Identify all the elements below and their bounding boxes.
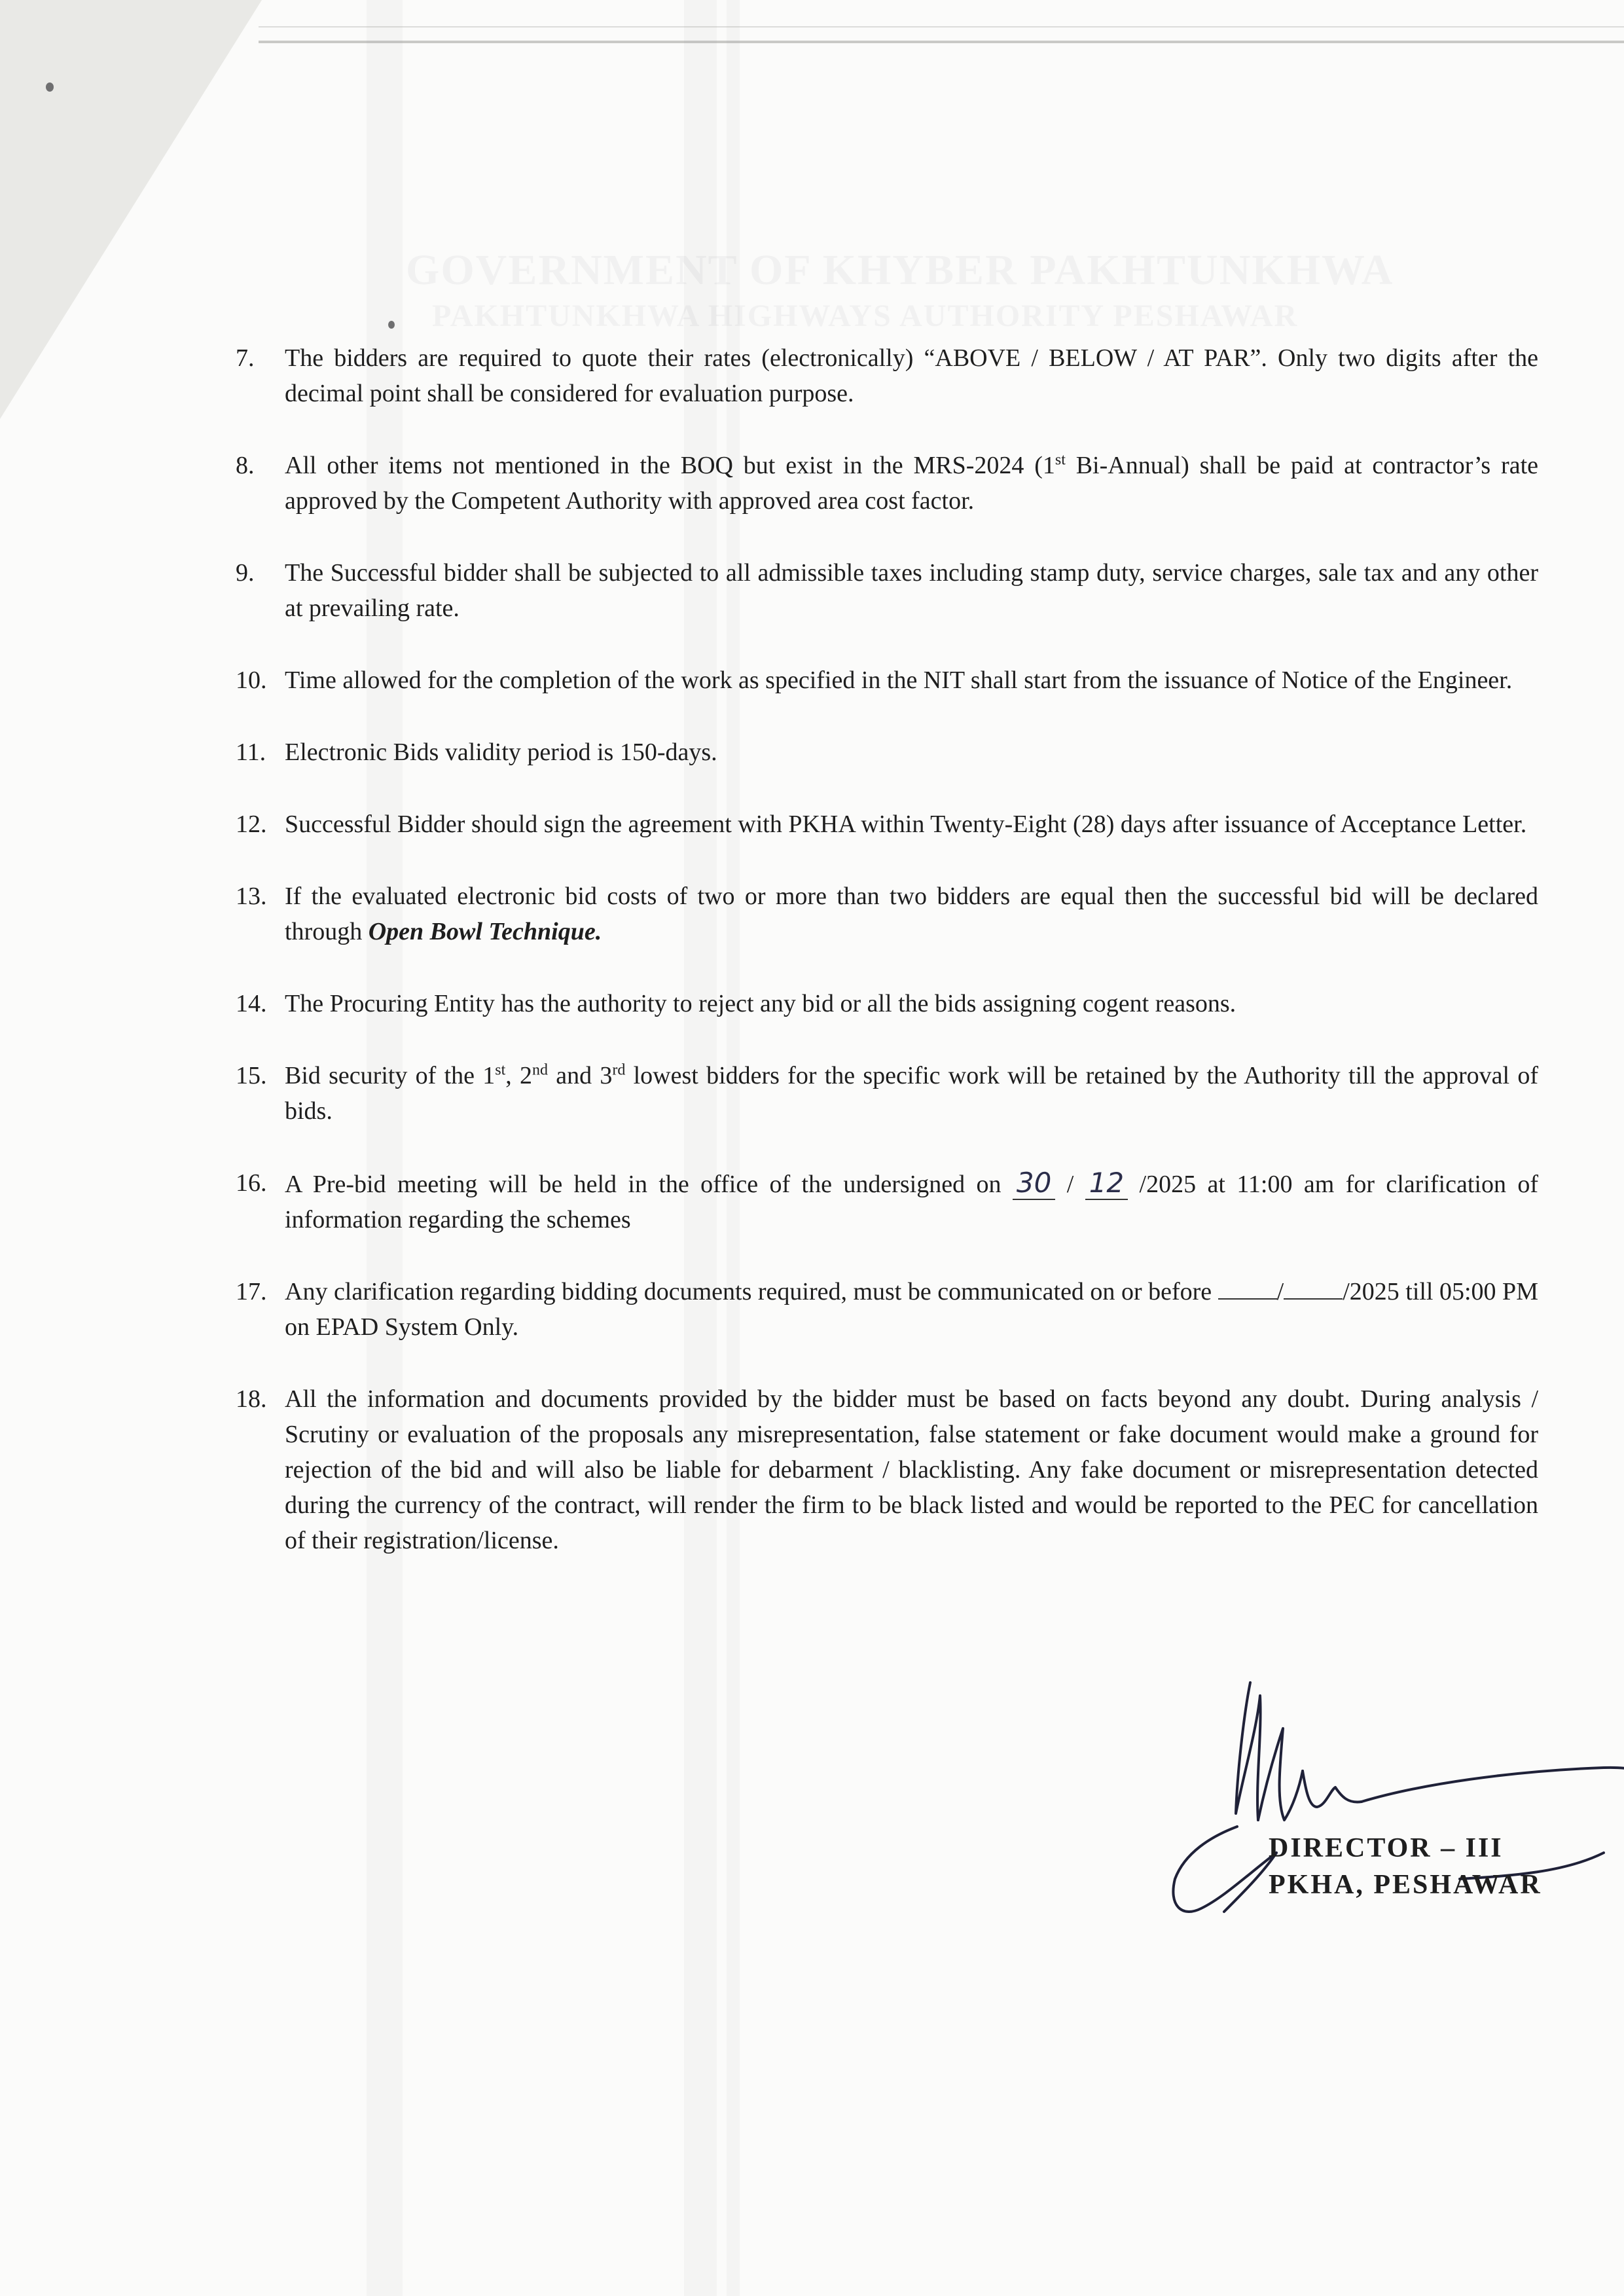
handwritten-day: 30 — [1013, 1167, 1055, 1200]
clause-17 — [236, 1274, 1538, 1345]
date-separator: / — [1276, 1278, 1284, 1305]
conditions-list — [236, 340, 1538, 1595]
clause-text: All other items not mentioned in the BOQ but exist in the MRS-2024 (1 — [285, 452, 1055, 479]
ordinal-suffix: nd — [532, 1061, 549, 1079]
clause-text: lowest bidders for the specific work will be retained by the Authority till the approval of bids. — [285, 1062, 1539, 1125]
clause-text: Time allowed for the completion of the work as specified in the NIT shall start from the issuance of Notice of the Engineer. — [285, 666, 1513, 694]
clause-number: 7. — [236, 344, 255, 372]
clause-text: /2025 till 05:00 PM on EPAD System Only. — [285, 1278, 1538, 1341]
clause-text: Successful Bidder should sign the agreement with PKHA within Twenty-Eight (28) days after issuance of Acceptance Letter. — [285, 811, 1527, 838]
blank-month-field — [1284, 1276, 1343, 1300]
clause-7 — [236, 340, 1538, 411]
clause-text: /2025 at 11:00 am for clarification of information regarding the schemes — [285, 1171, 1539, 1233]
clause-10 — [236, 663, 1538, 698]
page-fold-corner — [0, 0, 262, 419]
clause-text: Any clarification regarding bidding documents required, must be communicated on or before — [285, 1278, 1218, 1305]
clause-text: The bidders are required to quote their rates (electronically) “ABOVE / BELOW / AT PAR”. Only two digits after the decimal point shall be considered for evaluation purpose. — [285, 344, 1538, 407]
clause-18 — [236, 1381, 1538, 1558]
clause-12 — [236, 807, 1538, 842]
signature-block — [1146, 1656, 1624, 1944]
page-edge-line — [259, 41, 1624, 43]
signatory-title: DIRECTOR – III — [1269, 1833, 1504, 1863]
ordinal-suffix: st — [1055, 451, 1066, 469]
clause-8 — [236, 448, 1538, 519]
clause-text: Bid security of the 1 — [285, 1062, 496, 1089]
clause-14 — [236, 986, 1538, 1021]
clause-15 — [236, 1058, 1538, 1129]
scan-speck — [46, 82, 54, 92]
emphasis-text: Open Bowl Technique. — [368, 918, 602, 945]
clause-text: The Successful bidder shall be subjected to all admissible taxes including stamp duty, service charges, sale tax and any other at prevailing rate. — [285, 559, 1538, 622]
clause-number: 8. — [236, 452, 255, 479]
handwritten-month: 12 — [1085, 1167, 1128, 1200]
clause-number: 13. — [236, 883, 267, 910]
clause-text: Bi-Annual) shall be paid at contractor’s rate approved by the Competent Authority with approved area cost factor. — [285, 452, 1538, 515]
clause-16 — [236, 1165, 1538, 1237]
bleed-through-heading: GOVERNMENT OF KHYBER PAKHTUNKHWA — [406, 246, 1394, 294]
clause-13 — [236, 879, 1538, 949]
bleed-through-subheading: PAKHTUNKHWA HIGHWAYS AUTHORITY PESHAWAR — [432, 299, 1299, 333]
clause-number: 10. — [236, 666, 267, 694]
clause-text: The Procuring Entity has the authority to reject any bid or all the bids assigning cogent reasons. — [285, 990, 1236, 1017]
clause-11 — [236, 735, 1538, 770]
date-separator: / — [1055, 1171, 1085, 1198]
clause-number: 9. — [236, 559, 255, 587]
signatory-designation — [1269, 1830, 1542, 1903]
clause-9 — [236, 555, 1538, 626]
clause-number: 18. — [236, 1385, 267, 1413]
scan-speck — [388, 321, 395, 329]
ordinal-suffix: st — [495, 1061, 506, 1079]
clause-text: A Pre-bid meeting will be held in the office of the undersigned on — [285, 1171, 1013, 1198]
clause-number: 17. — [236, 1278, 267, 1305]
clause-text: and 3 — [548, 1062, 613, 1089]
ordinal-suffix: rd — [612, 1061, 626, 1079]
page-edge-line — [259, 26, 1624, 27]
clause-number: 16. — [236, 1169, 267, 1197]
clause-text: , 2 — [505, 1062, 533, 1089]
clause-number: 14. — [236, 990, 267, 1017]
clause-number: 11. — [236, 738, 266, 766]
blank-day-field — [1218, 1276, 1277, 1300]
clause-text: All the information and documents provided by the bidder must be based on facts beyond any doubt. During analysis / Scrutiny or evaluation of the proposals any misrepresentation, false statement or fake document would make a ground for rejection of the bid and will also be liable for debarment / blacklisting. Any fake document or misrepresentation detected during the currency of the contract, will render the firm to be black listed and would be reported to the PEC for cancellation of their registration/license. — [285, 1385, 1538, 1554]
signatory-office: PKHA, PESHAWAR — [1269, 1870, 1542, 1900]
clause-text: Electronic Bids validity period is 150-days. — [285, 738, 717, 766]
clause-text: If the evaluated electronic bid costs of two or more than two bidders are equal then the successful bid will be declared through — [285, 883, 1538, 945]
clause-number: 15. — [236, 1062, 267, 1089]
clause-number: 12. — [236, 811, 267, 838]
